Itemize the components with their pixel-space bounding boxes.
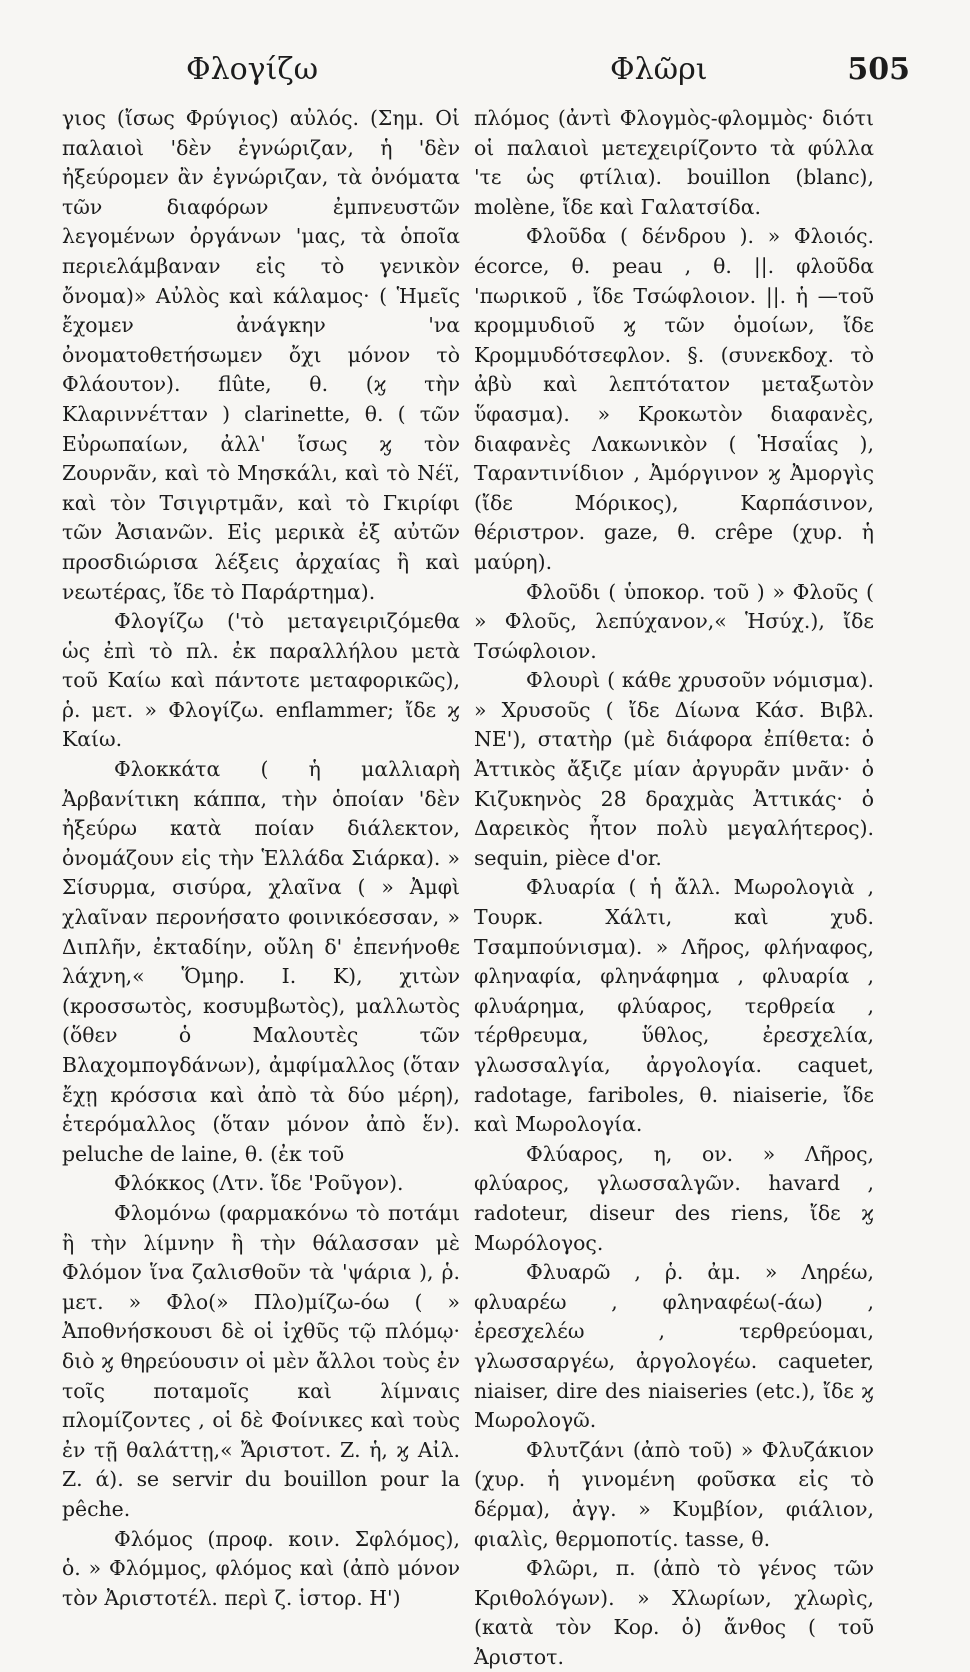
entry-phlytzani: Φλυτζάνι (ἀπὸ τοῦ) » Φλυζάκιον (χυρ. ἡ γινομένη φοῦσκα εἰς τὸ δέρμα), ἀγγ. » Κυμβίον, φιάλιον, φιαλὶς, θερμοποτίς. tasse, θ. xyxy=(474,1437,874,1551)
entry-continuation-right: πλόμος (ἀντὶ Φλογμὸς-φλομμὸς· διότι οἱ παλαιοὶ μετεχειρίζοντο τὰ φύλλα 'τε ὡς φτίλια). bouillon (blanc), molène, ἴδε καὶ Γαλατσίδα. xyxy=(474,106,874,219)
right-column xyxy=(474,104,874,1672)
entry-phlogizo: Φλογίζω ('τὸ μεταγειριζόμεθα ὡς ἐπὶ τὸ πλ. ἐκ παραλλήλου μετὰ τοῦ Καίω καὶ πάντοτε μεταφορικῶς), ῥ. μετ. » Φλογίζω. enflammer; ἴδε ϗ Καίω. xyxy=(62,609,460,752)
entry-continuation: γιος (ἴσως Φρύγιος) αὐλός. (Σημ. Οἱ παλαιοὶ 'δὲν ἐγνώριζαν, ἡ 'δὲν ἠξεύρομεν ἂν ἐγνώριζαν, τὰ ὀνόματα τῶν διαφόρων ἐμπνευστῶν λεγομένων ὀργάνων 'μας, τὰ ὁποῖα περιελάμβαναν εἰς τὸ γενικὸν ὄνομα)» Αὐλὸς καὶ κάλαμος· ( Ἡμεῖς ἔχομεν ἀνάγκην 'να ὀνοματοθετήσωμεν ὄχι μόνον τὸ Φλάουτον). flûte, θ. (ϗ τὴν Κλαριννέτταν ) clarinette, θ. ( τῶν Εὐρωπαίων, ἀλλ' ἴσως ϗ τὸν Ζουρνᾶν, καὶ τὸ Μησκάλι, καὶ τὸ Νέϊ, καὶ τὸν Τσιγιρτμᾶν, καὶ τὸ Γκιρίφι τῶν Ἀσιανῶν. Εἰς μερικὰ ἐξ αὐτῶν προσδιώρισα λέξεις ἀρχαίας ἢ καὶ νεωτέρας, ἴδε τὸ Παράρτημα). xyxy=(62,106,460,604)
page-header xyxy=(60,52,910,96)
entry-phlomos: Φλόμος (προφ. κοιν. Σφλόμος), ὁ. » Φλόμμος, φλόμος καὶ (ἀπὸ μόνον τὸν Ἀριστοτέλ. περὶ ζ. ἱστορ. Η') xyxy=(62,1526,460,1610)
page-number: 505 xyxy=(847,52,910,87)
entry-phlouri: Φλουρὶ ( κάθε χρυσοῦν νόμισμα). » Χρυσοῦς ( ἴδε Δίωνα Κάσ. Βιβλ. ΝΕ'), στατὴρ (μὲ διάφορα ἐπίθετα: ὁ Ἀττικὸς ἄξιζε μίαν ἀργυρᾶν μνᾶν· ὁ Κιζυκηνὸς 28 δραχμὰς Ἀττικάς· ὁ Δαρεικὸς ἦτον πολὺ μεγαλήτερος). sequin, pièce d'or. xyxy=(474,668,874,870)
entry-phlyaria: Φλυαρία ( ἡ ἄλλ. Μωρολογιὰ , Τουρκ. Χάλτι, καὶ χυδ. Τσαμπούνισμα). » Λῆρος, φλήναφος, φληναφία, φληνάφημα , φλυαρία , φλυάρημα, φλύαρος, τερθρεία , τέρθρευμα, ὕθλος, ἐρεσχελία, γλωσσαλγία, ἀργολογία. caquet, radotage, fariboles, θ. niaiserie, ἴδε καὶ Μωρολογία. xyxy=(474,875,874,1137)
right-running-headword: Φλῶρι xyxy=(610,52,708,87)
entry-phlyaros: Φλύαρος, η, ον. » Λῆρος, φλύαρος, γλωσσαλγῶν. havard , radoteur, diseur des riens, ἴδε ϗ Μωρόλογος. xyxy=(474,1141,874,1255)
entry-phlori: Φλῶρι, π. (ἀπὸ τὸ γένος τῶν Κριθολόγων). » Χλωρίων, χλωρὶς, (κατὰ τὸν Κορ. ὁ) ἄνθος ( τοῦ Ἀριστοτ. xyxy=(474,1556,874,1669)
entry-phlouda: Φλοῦδα ( δένδρου ). » Φλοιός. écorce, θ. peau , θ. ||. φλοῦδα 'πωρικοῦ , ἴδε Τσώφλοιον. ||. ἡ —τοῦ κρομμυδιοῦ ϗ τῶν ὁμοίων, ἴδε Κρομμυδότσεφλον. §. (συνεκδοχ. τὸ ἀβὺ καὶ λεπτότατον μεταξωτὸν ὕφασμα). » Κροκωτὸν διαφανὲς, διαφανὲς Λακωνικὸν ( Ἡσαΐας ), Ταραντινίδιον , Ἀμόργινον ϗ Ἀμοργὶς (ἴδε Μόρικος), Καρπάσινον, θέριστρον. gaze, θ. crêpe (χυρ. ἡ μαύρη). xyxy=(474,224,874,574)
entry-phloudi: Φλοῦδι ( ὑποκορ. τοῦ ) » Φλοῦς ( » Φλοῦς, λεπύχανον,« Ἡσύχ.), ἴδε Τσώφλοιον. xyxy=(474,579,874,663)
entry-phlokkos: Φλόκκος (Λτν. ἴδε 'Ροῦγον). xyxy=(114,1171,404,1196)
left-running-headword: Φλογίζω xyxy=(186,52,319,87)
left-column xyxy=(62,104,460,1613)
entry-phlomono: Φλομόνω (φαρμακόνω τὸ ποτάμι ἢ τὴν λίμνην ἢ τὴν θάλασσαν μὲ Φλόμον ἵνα ζαλισθοῦν τὰ 'ψάρια ), ῥ. μετ. » Φλο(» Πλο)μίζω-όω ( » Ἀποθνήσκουσι δὲ οἱ ἰχθῦς τῷ πλόμῳ· διὸ ϗ θηρεύουσιν οἱ μὲν ἄλλοι τοὺς ἐν τοῖς ποταμοῖς καὶ λίμναις πλομίζοντες , οἱ δὲ Φοίνικες καὶ τοὺς ἐν τῇ θαλάττῃ,« Ἄριστοτ. Ζ. ἡ, ϗ Αἰλ. Ζ. ά). se servir du bouillon pour la pêche. xyxy=(62,1200,460,1521)
entry-phlokkata: Φλοκκάτα ( ἡ μαλλιαρὴ Ἀρβανίτικη κάππα, τὴν ὁποίαν 'δὲν ἠξεύρω κατὰ ποίαν διάλεκτον, ὀνομάζουν εἰς τὴν Ἑλλάδα Σιάρκα). » Σίσυρμα, σισύρα, χλαῖνα ( » Ἀμφὶ χλαῖναν περονήσατο φοινικόεσσαν, » Διπλῆν, ἐκταδίην, οὔλη δ' ἐπενήνοθε λάχνη,« Ὅμηρ. Ι. Κ), χιτὼν (κροσσωτὸς, κοσυμβωτὸς), μαλλωτὸς (ὅθεν ὁ Μαλουτὲς τῶν Βλαχομπογδάνων), ἀμφίμαλλος (ὅταν ἔχῃ κρόσσια καὶ ἀπὸ τὰ δύο μέρη), ἑτερόμαλλος (ὅταν μόνον ἀπὸ ἕν). peluche de laine, θ. (ἐκ τοῦ xyxy=(62,757,460,1166)
entry-phlyaro: Φλυαρῶ , ῥ. ἀμ. » Ληρέω, φλυαρέω , φληναφέω(-άω) , ἐρεσχελέω , τερθρεύομαι, γλωσσαργέω, ἀργολογέω. caqueter, niaiser, dire des niaiseries (etc.), ἴδε ϗ Μωρολογῶ. xyxy=(474,1260,874,1433)
